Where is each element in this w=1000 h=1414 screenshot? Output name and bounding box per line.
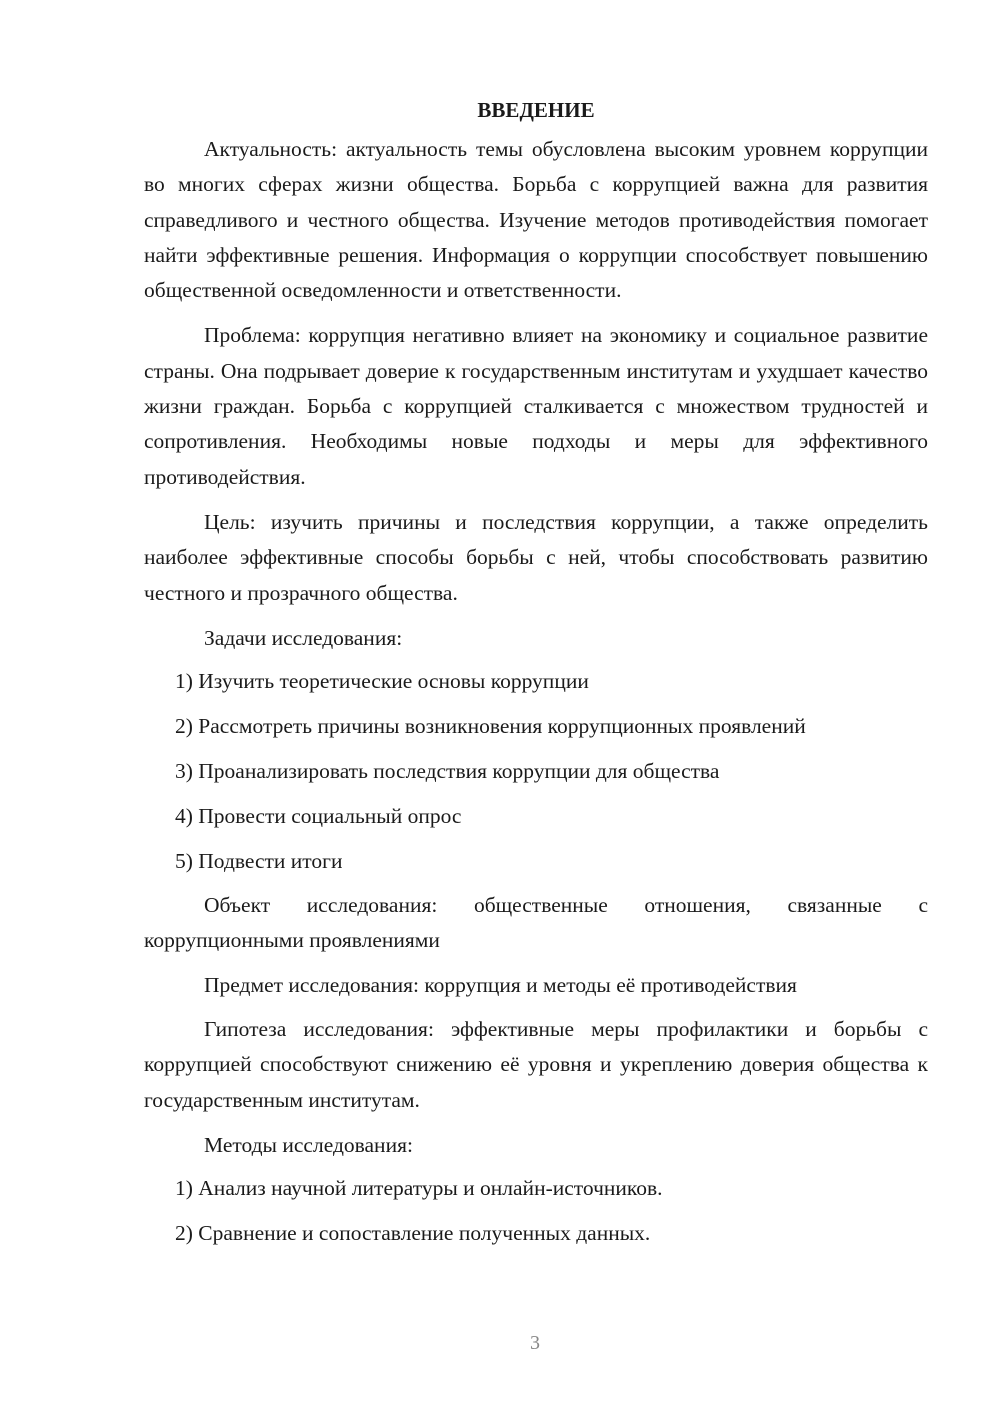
task-item-2: 2) Рассмотреть причины возникновения коррупционных проявлений	[175, 714, 806, 739]
task-item-1: 1) Изучить теоретические основы коррупции	[175, 669, 589, 694]
tasks-heading: Задачи исследования:	[204, 625, 403, 650]
method-item-1: 1) Анализ научной литературы и онлайн-источников.	[175, 1176, 663, 1201]
task-item-3: 3) Проанализировать последствия коррупции для общества	[175, 759, 720, 784]
page-number: 3	[530, 1332, 540, 1354]
page-title: ВВЕДЕНИЕ	[477, 98, 595, 122]
methods-heading: Методы исследования:	[204, 1132, 413, 1157]
problem-paragraph: Проблема: коррупция негативно влияет на экономику и социальное развитие страны. Она подрывает доверие к государственным институтам и ухудшает качество жизни граждан. Борьба с коррупцией сталкивается с множеством трудностей и сопротивления. Необходимы новые подходы и меры для эффективного противодействия.	[144, 323, 928, 489]
task-item-4: 4) Провести социальный опрос	[175, 804, 462, 829]
subject-paragraph: Предмет исследования: коррупция и методы её противодействия	[204, 972, 797, 997]
method-item-2: 2) Сравнение и сопоставление полученных данных.	[175, 1221, 651, 1246]
relevance-paragraph: Актуальность: актуальность темы обусловлена высоким уровнем коррупции во многих сферах жизни общества. Борьба с коррупцией важна для развития справедливого и честного общества. Изучение методов противодействия помогает найти эффективные решения. Информация о коррупции способствует повышению общественной осведомленности и ответственности.	[144, 137, 928, 303]
object-paragraph: Объект исследования: общественные отношения, связанные с коррупционными проявлениями	[144, 893, 928, 953]
hypothesis-paragraph: Гипотеза исследования: эффективные меры профилактики и борьбы с коррупцией способствуют снижению её уровня и укреплению доверия общества к государственным институтам.	[144, 1017, 928, 1112]
goal-paragraph: Цель: изучить причины и последствия коррупции, а также определить наиболее эффективные способы борьбы с ней, чтобы способствовать развитию честного и прозрачного общества.	[144, 509, 928, 605]
document-page	[144, 92, 928, 1251]
task-item-5: 5) Подвести итоги	[175, 849, 343, 874]
